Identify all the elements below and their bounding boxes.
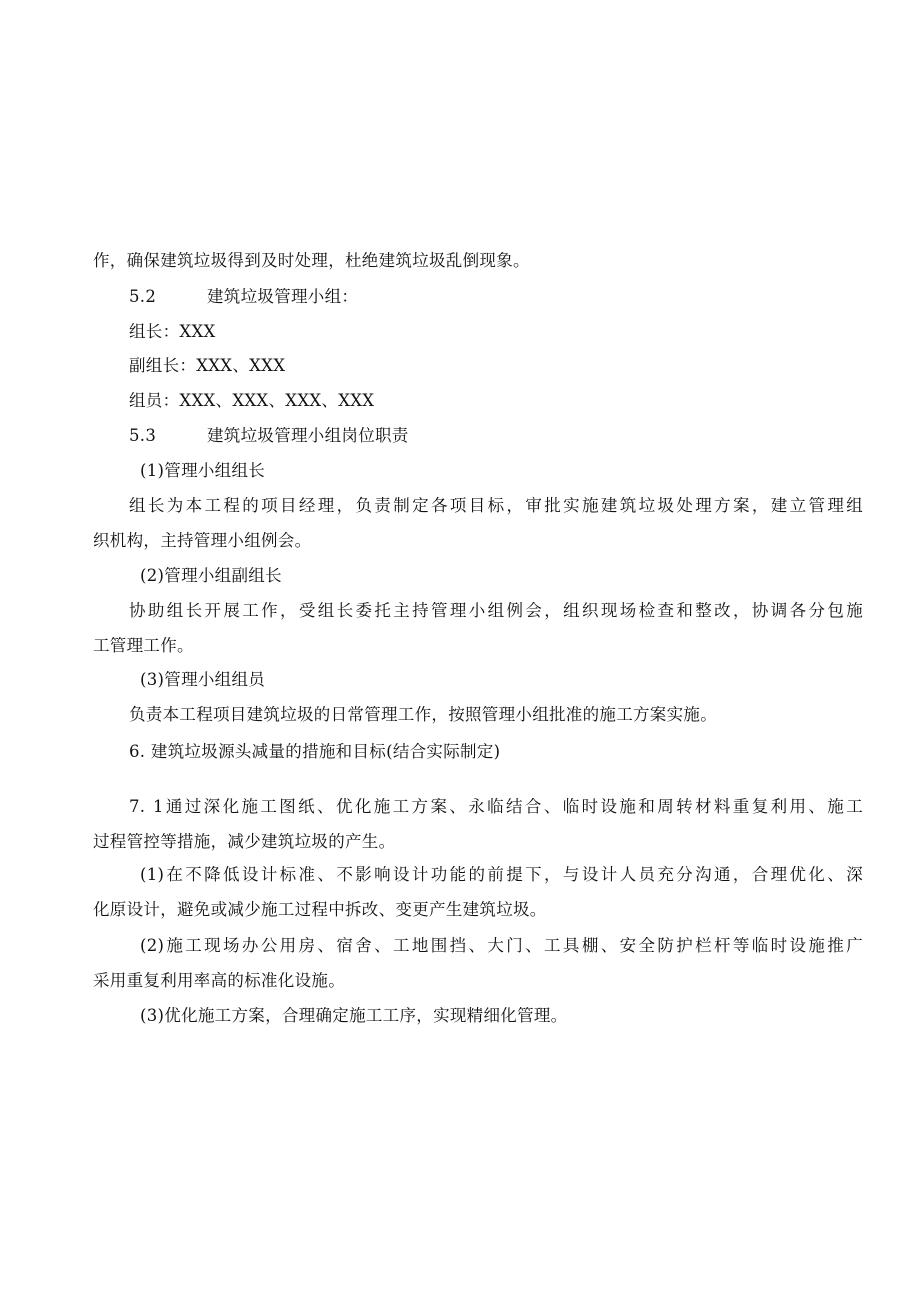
section-7-1-line-2: 过程管控等措施，减少建筑垃圾的产生。 [93, 832, 396, 851]
item-2-line-1: (2)施工现场办公用房、宿舍、工地围挡、大门、工具棚、安全防护栏杆等临时设施推广 [140, 936, 863, 955]
duty-1-text-line-1: 组长为本工程的项目经理，负责制定各项目标，审批实施建筑垃圾处理方案，建立管理组 [129, 496, 863, 515]
duty-2-text-line-2: 工管理工作。 [93, 636, 194, 655]
section-6-heading: 6. 建筑垃圾源头减量的措施和目标(结合实际制定) [129, 742, 501, 761]
section-title: 建筑垃圾管理小组： [207, 287, 359, 306]
deputy-line: 副组长：XXX、XXX [129, 356, 286, 375]
item-1-line-1: (1)在不降低设计标准、不影响设计功能的前提下，与设计人员充分沟通，合理优化、深 [140, 865, 863, 884]
members-line: 组员：XXX、XXX、XXX、XXX [129, 391, 375, 410]
duty-2-text-line-1: 协助组长开展工作，受组长委托主持管理小组例会，组织现场检查和整改，协调各分包施 [129, 601, 863, 620]
leader-line: 组长：XXX [129, 322, 216, 341]
section-5-3-heading [129, 425, 863, 447]
paragraph-intro-tail: 作，确保建筑垃圾得到及时处理，杜绝建筑垃圾乱倒现象。 [93, 251, 530, 270]
duty-1-text-line-2: 织机构，主持管理小组例会。 [93, 531, 312, 550]
section-title: 建筑垃圾管理小组岗位职责 [207, 426, 409, 445]
section-number: 5.3 [129, 426, 157, 445]
item-1-line-2: 化原设计，避免或减少施工过程中拆改、变更产生建筑垃圾。 [93, 900, 547, 919]
section-number: 5.2 [129, 287, 157, 306]
section-7-1-line-1: 7. 1通过深化施工图纸、优化施工方案、永临结合、临时设施和周转材料重复利用、施工 [129, 797, 863, 816]
item-3-line-1: (3)优化施工方案，合理确定施工工序，实现精细化管理。 [140, 1006, 568, 1025]
item-2-line-2: 采用重复利用率高的标准化设施。 [93, 971, 345, 990]
duty-1-heading: (1)管理小组组长 [140, 461, 266, 480]
duty-2-heading: (2)管理小组副组长 [140, 566, 282, 585]
duty-3-text-line-1: 负责本工程项目建筑垃圾的日常管理工作，按照管理小组批准的施工方案实施。 [129, 705, 717, 724]
section-5-2-heading [129, 286, 863, 308]
duty-3-heading: (3)管理小组组员 [140, 670, 266, 689]
